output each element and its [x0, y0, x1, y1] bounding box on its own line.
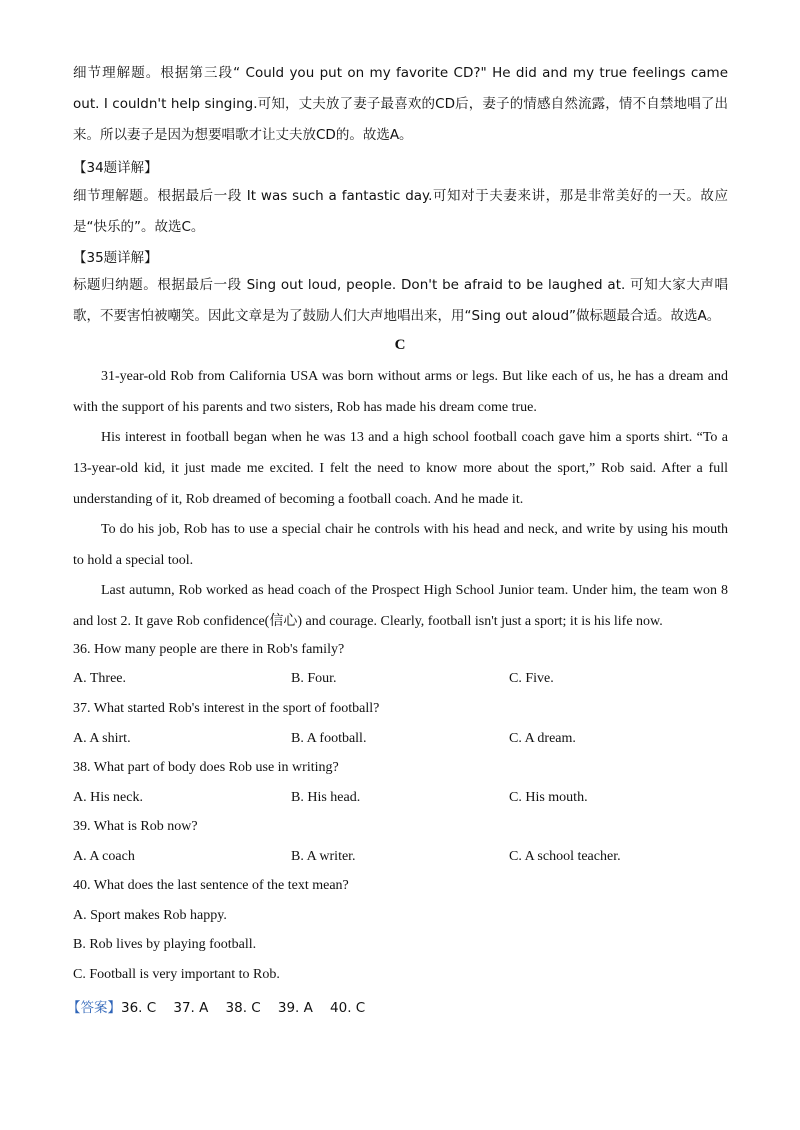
- question-37-option-a: A. A shirt.: [73, 731, 131, 746]
- question-38-option-b: B. His head.: [291, 790, 361, 805]
- passage-paragraph-1: 31-year-old Rob from California USA was born without arms or legs. But like each of us, he has a dream and with the support of his parents and two sisters, Rob has made his dream come true.: [73, 369, 728, 415]
- question-38-stem: 38. What part of body does Rob use in writing?: [73, 760, 339, 775]
- question-39-option-c: C. A school teacher.: [509, 849, 621, 864]
- answer-line: [67, 996, 365, 1016]
- question-36-stem: 36. How many people are there in Rob's family?: [73, 642, 345, 657]
- question-37-option-b: B. A football.: [291, 731, 367, 746]
- q35-heading: 【35题详解】: [73, 250, 158, 266]
- question-38-option-c: C. His mouth.: [509, 790, 588, 805]
- question-39-option-b: B. A writer.: [291, 849, 356, 864]
- q34-explanation: 细节理解题。根据最后一段 It was such a fantastic day.可知对于夫妻来讲，那是非常美好的一天。故应是“快乐的”。故选C。: [73, 188, 728, 235]
- question-40-option-c: C. Football is very important to Rob.: [73, 967, 280, 982]
- answer-tag: 【答案】: [67, 1000, 121, 1016]
- passage-paragraph-4: Last autumn, Rob worked as head coach of the Prospect High School Junior team. Under him, the team won 8 and lost 2. It gave Rob confidence(信心) and courage. Clearly, football isn't just a sport; it is his life now.: [73, 583, 728, 629]
- passage-paragraph-3: To do his job, Rob has to use a special chair he controls with his head and neck, and write by using his mouth to hold a special tool.: [73, 522, 728, 568]
- question-40-option-b: B. Rob lives by playing football.: [73, 937, 257, 952]
- question-36-option-c: C. Five.: [509, 671, 554, 686]
- answer-values: 36. C 37. A 38. C 39. A 40. C: [121, 1000, 366, 1016]
- question-38-option-a: A. His neck.: [73, 790, 143, 805]
- question-36-option-b: B. Four.: [291, 671, 337, 686]
- q35-explanation: 标题归纳题。根据最后一段 Sing out loud, people. Don't be afraid to be laughed at. 可知大家大声唱歌，不要害怕被嘲笑。因此文章是为了鼓励人们大声地唱出来，用“Sing out aloud”做标题最合适。故选A。: [73, 277, 728, 324]
- q33-explanation: 细节理解题。根据第三段“ Could you put on my favorite CD?" He did and my true feelings came out. I couldn't help singing.可知，丈夫放了妻子最喜欢的CD后，妻子的情感自然流露，情不自禁地唱了出来。所以妻子是因为想要唱歌才让丈夫放CD的。故选A。: [73, 65, 728, 143]
- question-39-stem: 39. What is Rob now?: [73, 819, 198, 834]
- q34-heading: 【34题详解】: [73, 160, 158, 176]
- question-40-option-a: A. Sport makes Rob happy.: [73, 908, 227, 923]
- question-39-option-a: A. A coach: [73, 849, 135, 864]
- question-37-option-c: C. A dream.: [509, 731, 576, 746]
- section-letter: C: [394, 337, 406, 353]
- passage-paragraph-2: His interest in football began when he was 13 and a high school football coach gave him a sports shirt. “To a 13-year-old kid, it just made me excited. I felt the need to know more about the sport,” Rob said. After a full understanding of it, Rob dreamed of becoming a football coach. And he made it.: [73, 430, 728, 507]
- question-37-stem: 37. What started Rob's interest in the sport of football?: [73, 701, 380, 716]
- question-36-option-a: A. Three.: [73, 671, 126, 686]
- question-40-stem: 40. What does the last sentence of the text mean?: [73, 878, 349, 893]
